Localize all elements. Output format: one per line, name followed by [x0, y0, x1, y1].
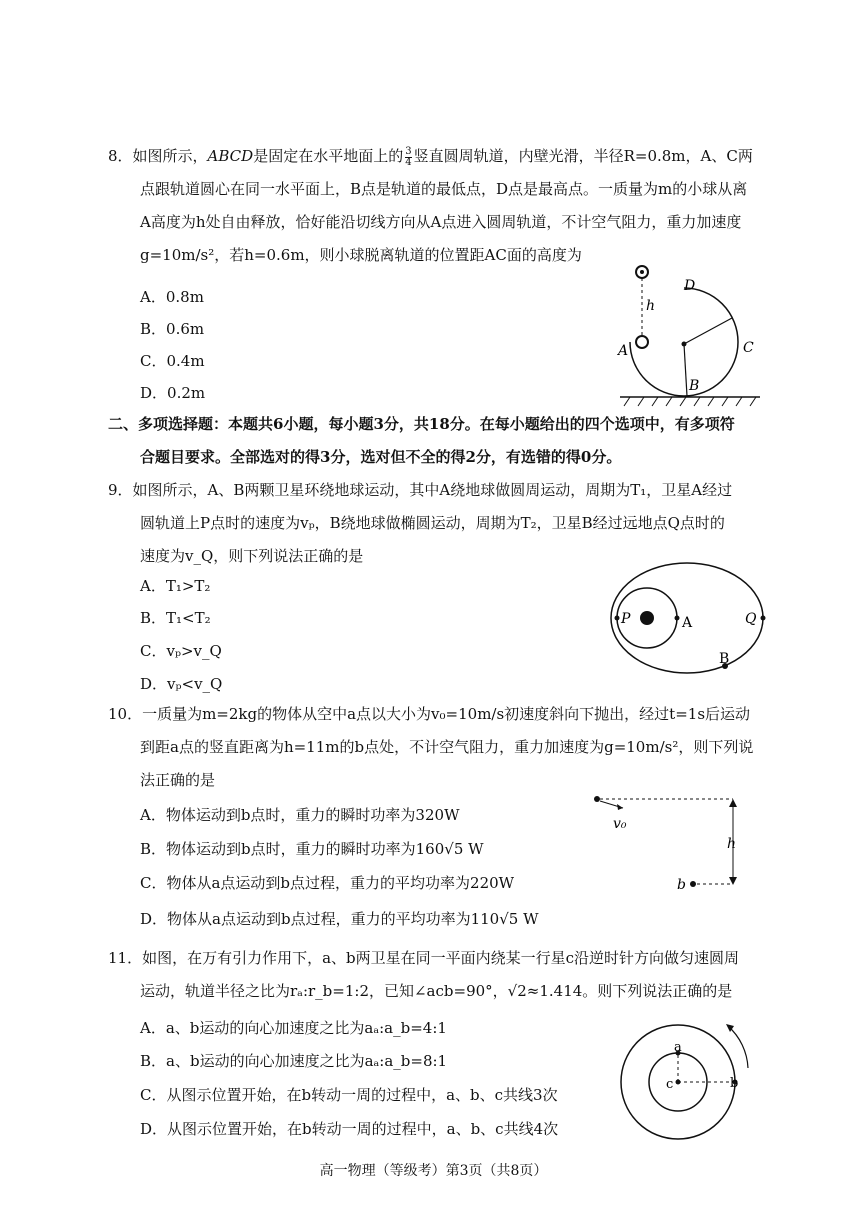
q9-figure: [605, 555, 780, 680]
q8-figure: [600, 260, 780, 410]
fraction-numerator: 3: [405, 145, 412, 157]
q8-option-c: C．0.4m: [140, 352, 205, 370]
q8-line-2: 点跟轨道圆心在同一水平面上，B点是轨道的最低点，D点是最高点。一质量为m的小球从离: [140, 180, 748, 198]
q10-option-c: C．物体从a点运动到b点过程，重力的平均功率为220W: [140, 874, 515, 892]
q8-fraction: [405, 147, 411, 168]
label-q: Q: [745, 611, 757, 627]
fraction-denominator: 4: [405, 156, 412, 168]
q11-option-d: D．从图示位置开始，在b转动一周的过程中，a、b、c共线4次: [140, 1120, 559, 1138]
q8-option-b: B．0.6m: [140, 320, 205, 338]
q10-line-3: 法正确的是: [140, 771, 216, 789]
label-v0: v₀: [613, 816, 627, 832]
q11-option-b: B．a、b运动的向心加速度之比为aₐ:a_b=8:1: [140, 1052, 448, 1070]
point-a: [594, 796, 600, 802]
section-2-line-1: 二、多项选择题：本题共6小题，每小题3分，共18分。在每小题给出的四个选项中，有多项符: [108, 415, 735, 433]
q8-line-3: A高度为h处自由释放，恰好能沿切线方向从A点进入圆周轨道，不计空气阻力，重力加速度: [140, 213, 742, 231]
earth: [640, 611, 654, 625]
section-2-header: [108, 408, 788, 474]
q8-line-1: [108, 140, 788, 173]
q8-text: 竖直圆周轨道，内壁光滑，半径: [413, 147, 624, 165]
q11-option-c: C．从图示位置开始，在b转动一周的过程中，a、b、c共线3次: [140, 1086, 558, 1104]
q8-text: R=0.8m，A、C两: [623, 147, 753, 165]
label-h: h: [727, 836, 737, 852]
q8-line-4: g=10m/s²，若h=0.6m，则小球脱离轨道的位置距AC面的高度为: [140, 246, 582, 264]
q10-option-a: A．物体运动到b点时，重力的瞬时功率为320W: [140, 806, 460, 824]
label-b: b: [677, 877, 686, 893]
q11-line-1: 11．如图，在万有引力作用下，a、b两卫星在同一平面内绕某一行星c沿逆时针方向做匀速圆周: [108, 949, 740, 967]
q11-line-2: 运动，轨道半径之比为rₐ:r_b=1:2，已知∠acb=90°，√2≈1.414。则下列说法正确的是: [140, 982, 733, 1000]
q10-option-d: D．物体从a点运动到b点过程，重力的平均功率为110√5 W: [140, 910, 539, 928]
q10-line-2: 到距a点的竖直距离为h=11m的b点处，不计空气阻力，重力加速度为g=10m/s²，则下列说: [140, 738, 754, 756]
q8-option-a: A．0.8m: [140, 288, 204, 306]
q11-figure: [618, 1018, 768, 1146]
point-b: [690, 881, 696, 887]
label-b: B: [689, 378, 700, 394]
q10-figure: [585, 788, 760, 900]
page-footer: 高一物理（等级考）第3页（共8页）: [319, 1163, 548, 1179]
q9-option-d: D．vₚ<v_Q: [140, 675, 223, 693]
q8-track-name: ABCD: [207, 147, 254, 165]
label-a: A: [618, 343, 629, 359]
question-8: [108, 140, 788, 272]
q9-option-b: B．T₁<T₂: [140, 609, 211, 627]
label-b: b: [730, 1076, 739, 1091]
label-d: D: [684, 278, 696, 294]
q9-line-3: 速度为v_Q，则下列说法正确的是: [140, 547, 364, 565]
q10-line-1: 10．一质量为m=2kg的物体从空中a点以大小为v₀=10m/s初速度斜向下抛出，经过t=1s后运动: [108, 705, 751, 723]
question-10: [108, 698, 788, 797]
q9-line-2: 圆轨道上P点时的速度为vₚ，B绕地球做椭圆运动，周期为T₂，卫星B经过远地点Q点时的: [140, 514, 725, 532]
question-11: [108, 942, 788, 1008]
q8-text: 8．如图所示，: [108, 147, 208, 165]
label-b: B: [719, 651, 730, 667]
q11-option-a: A．a、b运动的向心加速度之比为aₐ:a_b=4:1: [140, 1019, 447, 1037]
label-c: C: [743, 340, 754, 356]
q8-option-d: D．0.2m: [140, 384, 206, 402]
label-a: A: [682, 615, 693, 631]
q9-option-a: A．T₁>T₂: [140, 577, 211, 595]
q9-line-1: 9．如图所示，A、B两颗卫星环绕地球运动，其中A绕地球做圆周运动，周期为T₁，卫星A经过: [108, 481, 733, 499]
section-2-line-2: 合题目要求。全部选对的得3分，选对但不全的得2分，有选错的得0分。: [140, 448, 622, 466]
q8-text: 是固定在水平地面上的: [253, 147, 404, 165]
q9-option-c: C．vₚ>v_Q: [140, 642, 222, 660]
label-a: a: [674, 1040, 682, 1055]
label-c: c: [666, 1077, 674, 1092]
q10-option-b: B．物体运动到b点时，重力的瞬时功率为160√5 W: [140, 840, 484, 858]
ball-at-a: [636, 336, 648, 348]
label-h: h: [646, 298, 656, 314]
label-p: P: [621, 611, 631, 627]
